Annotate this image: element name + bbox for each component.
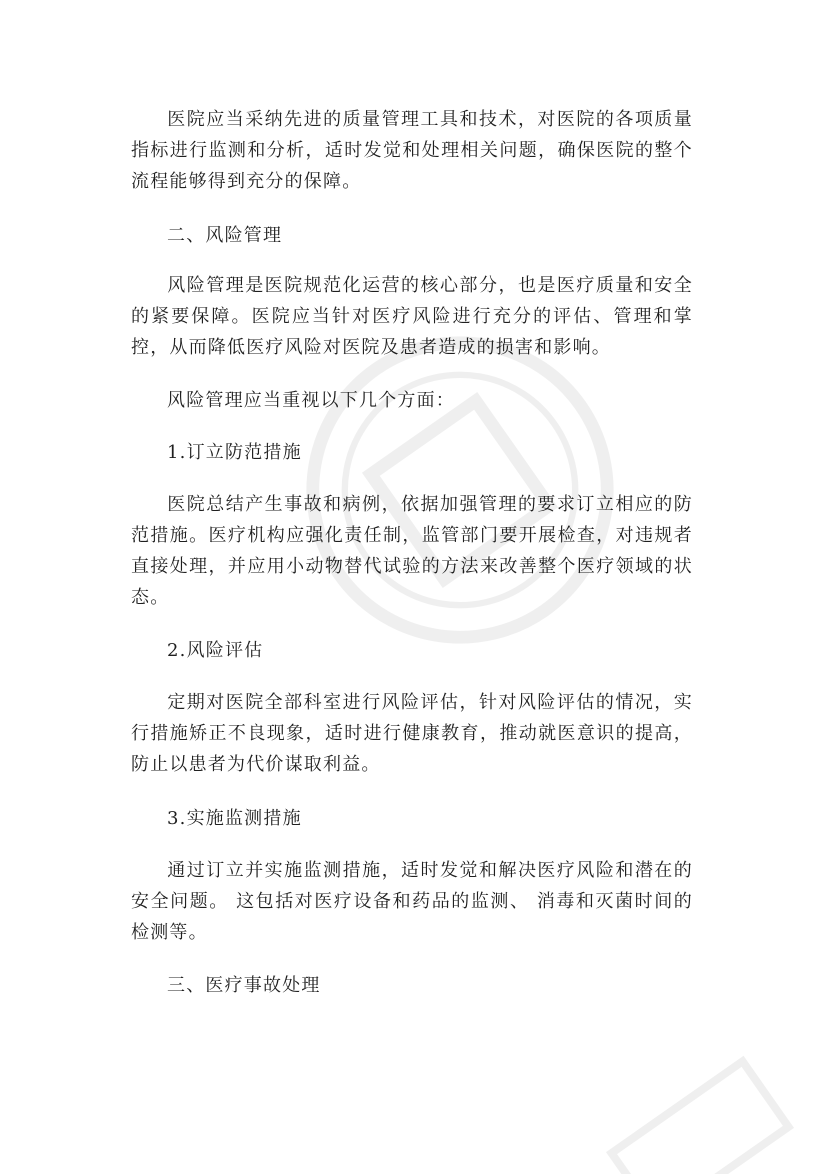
paragraph-text: 医院总结产生事故和病例，依据加强管理的要求订立相应的防范措施。医疗机构应强化责任制，监管部门要开展检查，对违规者直接处理，并应用小动物替代试验的方法来改善整个医疗领域的状态。 — [131, 494, 693, 608]
paragraph-text: 医院应当采纳先进的质量管理工具和技术，对医院的各项质量指标进行监测和分析，适时发觉和处理相关问题，确保医院的整个流程能够得到充分的保障。 — [131, 109, 693, 192]
paragraph — [131, 687, 693, 780]
subsection-heading: 1.订立防范措施 — [167, 442, 302, 463]
paragraph-intro: 风险管理应当重视以下几个方面： — [167, 390, 455, 411]
paragraph — [131, 270, 693, 363]
subsection-heading: 3.实施监测措施 — [167, 808, 302, 829]
paragraph-text: 风险管理是医院规范化运营的核心部分，也是医疗质量和安全的紧要保障。医院应当针对医疗风险进行充分的评估、管理和掌控，从而降低医疗风险对医院及患者造成的损害和影响。 — [131, 275, 693, 358]
subsection-heading: 2.风险评估 — [167, 640, 264, 661]
paragraph-text: 定期对医院全部科室进行风险评估，针对风险评估的情况，实行措施矫正不良现象，适时进行健康教育，推动就医意识的提高，防止以患者为代价谋取利益。 — [131, 692, 693, 775]
paragraph — [131, 489, 693, 613]
section-heading: 二、风险管理 — [167, 225, 283, 246]
paragraph — [131, 855, 693, 948]
paragraph — [131, 104, 693, 197]
watermark-icon — [584, 1033, 817, 1174]
paragraph-text: 通过订立并实施监测措施，适时发觉和解决医疗风险和潜在的安全问题。 这包括对医疗设备和药品的监测、 消毒和灭菌时间的检测等。 — [131, 860, 693, 943]
section-heading: 三、医疗事故处理 — [167, 975, 321, 996]
